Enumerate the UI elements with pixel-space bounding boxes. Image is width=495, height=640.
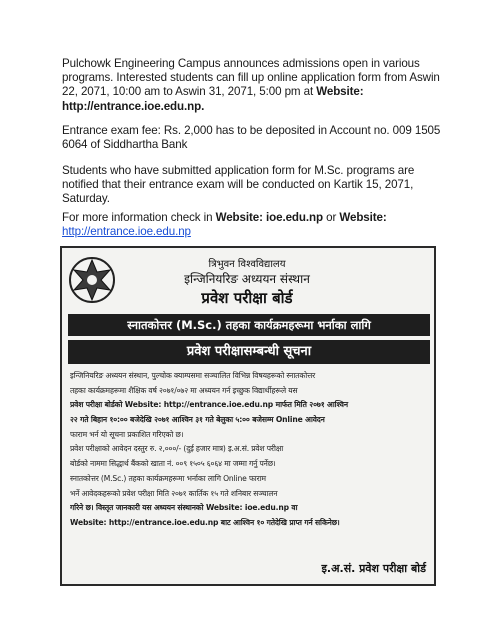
notice-line: प्रवेश परीक्षाको आवेदन दस्तुर रु. २,०००/- (दुई हजार मात्र) इ.अ.सं. प्रवेश परीक्षा (70, 444, 284, 454)
notice-line: तहका कार्यक्रमहरूमा शैक्षिक वर्ष २०७१/०७२ मा अध्ययन गर्न इच्छुक विद्यार्थीहरूले यस (70, 385, 298, 395)
notice-line: स्नातकोत्तर (M.Sc.) तहका कार्यक्रमहरूमा भर्नाका लागि Online फाराम (70, 473, 266, 483)
notice-signature: इ.अ.सं. प्रवेश परीक्षा बोर्ड (321, 562, 426, 575)
info-website-label: Website: (339, 211, 387, 224)
notice-subtitle-band: प्रवेश परीक्षासम्बन्धी सूचना (68, 340, 430, 364)
notice-line: बोर्डको नाममा सिद्धार्थ बैंकको खाता नं. ००९ १५०५ ६०६४ मा जम्मा गर्नु पर्नेछ। (70, 459, 276, 469)
announcement-paragraph-exam (62, 164, 442, 207)
notice-line: २२ गते बिहान १०:०० बजेदेखि २०७१ आश्विन ३१ गते बेलुका ५:०० बजेसम्म Online आवेदन (70, 415, 325, 425)
notice-header-university: त्रिभुवन विश्वविद्यालय (208, 259, 286, 270)
entrance-link[interactable]: http://entrance.ioe.edu.np (62, 225, 191, 239)
info-or: or (322, 211, 340, 224)
star-emblem-icon (68, 256, 116, 304)
notice-header-board: प्रवेश परीक्षा बोर्ड (201, 289, 293, 307)
notice-header-institute: इन्जिनियरिङ अध्ययन संस्थान (184, 272, 310, 286)
notice-title-band: स्नातकोत्तर (M.Sc.) तहका कार्यक्रमहरूमा भर्नाका लागि (68, 314, 430, 336)
fee-text: Entrance exam fee: Rs. 2,000 has to be deposited in Account no. 009 1505 6064 of Siddhartha Bank (62, 124, 441, 152)
notice-line: भर्ने आवेदकहरूको प्रवेश परीक्षा मिति २०७१ कार्तिक १५ गते शनिबार सञ्चालन (70, 488, 278, 498)
notice-line: प्रवेश परीक्षा बोर्डको Website: http://entrance.ioe.edu.np मार्फत मिति २०७१ आश्विन (70, 400, 348, 410)
info-website-1: Website: ioe.edu.np (215, 211, 323, 224)
notice-image (60, 246, 436, 586)
notice-line: फाराम भर्न यो सूचना प्रकाशित गरिएको छ। (70, 429, 184, 439)
notice-line: Website: http://entrance.ioe.edu.np बाट आश्विन १० गतेदेखि प्राप्त गर्न सकिनेछ। (70, 517, 340, 527)
notice-line: इन्जिनियरिङ अध्ययन संस्थान, पुल्चोक क्याम्पसमा सञ्चालित विभिन्न विषयहरूको स्नातकोत्तर (70, 371, 316, 380)
notice-line: गरिने छ। विस्तृत जानकारी यस अध्ययन संस्थानको Website: ioe.edu.np वा (70, 503, 298, 513)
notice-body (70, 369, 430, 531)
announcement-paragraph-fee (62, 124, 442, 152)
admissions-website: Website: http://entrance.ioe.edu.np. (62, 85, 364, 113)
exam-text: Students who have submitted application form for M.Sc. programs are notified that their entrance exam will be conducted on Kartik 15, 2071, Saturday. (62, 164, 415, 206)
info-text: For more information check in (62, 211, 216, 224)
announcement-paragraph-admissions (62, 57, 442, 114)
admissions-text: Pulchowk Engineering Campus announces admissions open in various programs. Interested students can fill up online application form from Aswin 22, 2071, 10:00 am to Aswin 31, 2071, 5:00 pm at (62, 57, 440, 99)
announcement-paragraph-info (62, 211, 442, 239)
